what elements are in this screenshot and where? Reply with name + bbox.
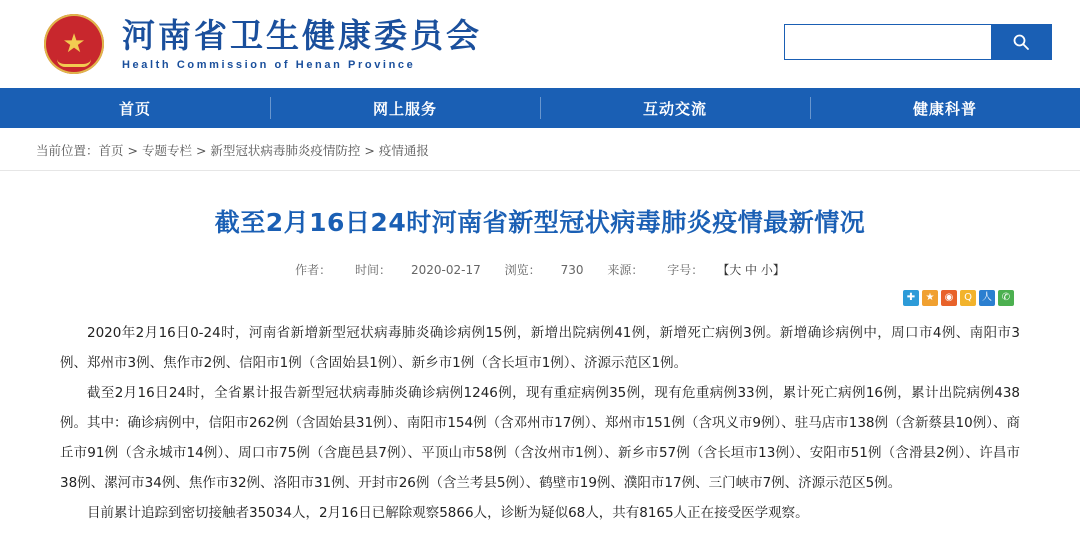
meta-views-value: 730	[560, 263, 584, 277]
breadcrumb-prefix: 当前位置：	[36, 143, 99, 158]
breadcrumb-sep-1: >	[123, 143, 142, 158]
meta-fontsize-label: 字号：	[667, 263, 704, 277]
search-box[interactable]	[784, 24, 1052, 60]
meta-time-label: 时间：	[355, 263, 392, 277]
meta-source-label: 来源：	[607, 263, 644, 277]
article-paragraph: 截至2月16日24时，全省累计报告新型冠状病毒肺炎确诊病例1246例，现有重症病例35例，现有危重病例33例，累计死亡病例16例，累计出院病例438例。其中：确诊病例中，信阳市262例（含固始县31例）、南阳市154例（含邓州市17例）、郑州市151例（含巩义市9例）、驻马店市138例（含新蔡县10例）、商丘市91例（含永城市14例）、周口市75例（含鹿邑县7例）、平顶山市58例（含汝州市1例）、新乡市57例（含长垣市13例）、安阳市51例（含滑县2例）、许昌市38例、漯河市34例、焦作市32例、洛阳市31例、开封市26例（含兰考县5例）、鹤壁市19例、濮阳市17例、三门峡市7例、济源示范区5例。	[60, 385, 1020, 491]
article-meta	[60, 261, 1020, 278]
national-emblem-icon	[44, 14, 104, 74]
search-input[interactable]	[785, 25, 991, 59]
nav-item-home[interactable]: 首页	[118, 99, 151, 118]
font-size-switcher[interactable]: 【大 中 小】	[723, 263, 785, 277]
breadcrumb-item-covid-control[interactable]: 新型冠状病毒肺炎疫情防控	[210, 143, 361, 158]
share-bar	[60, 290, 1020, 306]
breadcrumb-item-home[interactable]: 首页	[98, 143, 124, 158]
meta-time-value: 2020-02-17	[411, 263, 481, 277]
main-nav	[0, 88, 1080, 128]
search-icon	[1012, 33, 1030, 51]
share-rss-icon[interactable]: ◉	[941, 290, 957, 306]
breadcrumb	[0, 128, 1080, 171]
emblem-wheat-icon	[57, 59, 91, 67]
page-title: 截至2月16日24时河南省新型冠状病毒肺炎疫情最新情况	[214, 208, 866, 237]
share-qzone-icon[interactable]: Q	[960, 290, 976, 306]
nav-item-health-science[interactable]: 健康科普	[810, 88, 1080, 128]
breadcrumb-item-epidemic-report[interactable]: 疫情通报	[378, 143, 429, 158]
site-header	[0, 0, 1080, 88]
emblem-star-icon: ★	[62, 27, 86, 58]
search-button[interactable]	[991, 25, 1051, 59]
site-title-cn: 河南省卫生健康委员会	[122, 16, 482, 56]
meta-views-label: 浏览：	[504, 263, 541, 277]
article-paragraph: 目前累计追踪到密切接触者35034人，2月16日已解除观察5866人，诊断为疑似68人，共有8165人正在接受医学观察。	[87, 505, 809, 521]
meta-author: 作者：	[295, 263, 332, 277]
breadcrumb-sep-3: >	[360, 143, 379, 158]
nav-item-online-services[interactable]: 网上服务	[270, 88, 540, 128]
article-body	[60, 318, 1020, 528]
share-wechat-icon[interactable]: ✆	[998, 290, 1014, 306]
nav-item-interaction[interactable]: 互动交流	[540, 88, 810, 128]
share-plus-icon[interactable]: ✚	[903, 290, 919, 306]
site-title-block	[122, 17, 482, 71]
share-renren-icon[interactable]: 人	[979, 290, 995, 306]
site-title-en: Health Commission of Henan Province	[122, 58, 416, 71]
breadcrumb-item-special-column[interactable]: 专题专栏	[141, 143, 192, 158]
breadcrumb-sep-2: >	[191, 143, 211, 158]
article-paragraph: 2020年2月16日0-24时，河南省新增新型冠状病毒肺炎确诊病例15例，新增出院病例41例，新增死亡病例3例。新增确诊病例中，周口市4例、南阳市3例、郑州市3例、焦作市2例、信阳市1例（含固始县1例）、新乡市1例（含长垣市1例）、济源示范区1例。	[60, 325, 1020, 371]
share-favorite-icon[interactable]: ★	[922, 290, 938, 306]
article	[0, 203, 1080, 528]
